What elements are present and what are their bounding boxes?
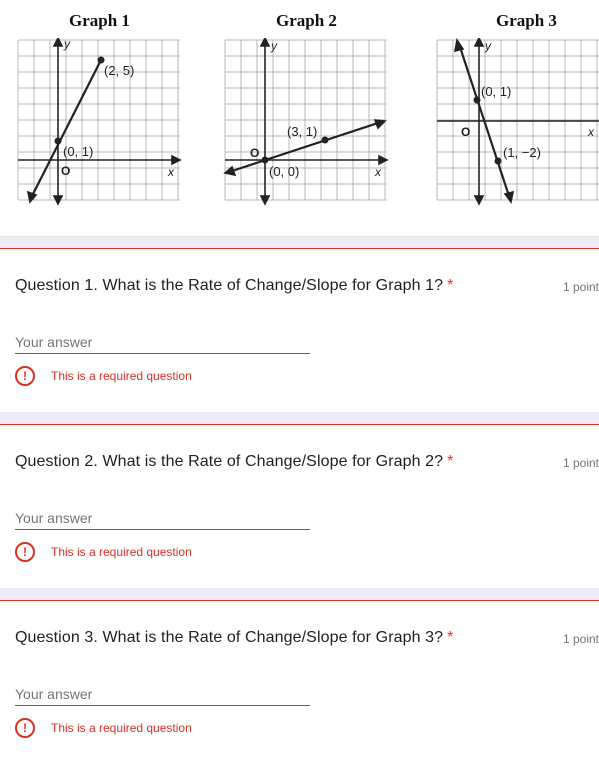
required-asterisk: * [447,629,454,646]
graph2-origin-label: O [250,146,260,160]
graph2-title: Graph 2 [276,11,337,30]
graph2-point-a-label: (3, 1) [287,124,318,139]
graph3-point-a-label: (0, 1) [481,84,512,99]
question-text: Question 2. What is the Rate of Change/Slope for Graph 2? [15,453,444,470]
graph3-origin-label: O [461,125,471,139]
required-asterisk: * [447,277,454,294]
graph3-title: Graph 3 [496,11,557,30]
section-gap [0,588,599,600]
graph2-x-label: x [375,165,381,179]
points-label: 1 point [562,280,599,294]
answer-input[interactable] [15,683,310,706]
graph1-y-label: y [64,38,70,51]
graph1-point-b-label: (0, 1) [63,144,94,159]
error-message [15,542,192,562]
error-icon: ! [15,366,35,386]
question-title [15,277,454,295]
error-text: This is a required question [51,545,192,559]
error-message [15,718,192,738]
graph1-plot [16,38,184,206]
question-text: Question 3. What is the Rate of Change/Slope for Graph 3? [15,629,444,646]
question-title [15,453,454,471]
answer-input[interactable] [15,331,310,354]
graph3-plot [435,38,599,206]
required-asterisk: * [447,453,454,470]
graph1-point-a-label: (2, 5) [104,63,135,78]
error-text: This is a required question [51,721,192,735]
answer-input[interactable] [15,507,310,530]
graph1-x-label: x [168,165,174,179]
graph2-plot [223,38,391,206]
section-gap [0,412,599,424]
question-card-3 [0,600,599,764]
question-text: Question 1. What is the Rate of Change/Slope for Graph 1? [15,277,444,294]
points-label: 1 point [562,632,599,646]
graph3-point-b-label: (1, −2) [503,145,541,160]
question-card-2 [0,424,599,589]
question-card-1 [0,248,599,413]
error-icon: ! [15,718,35,738]
graphs-image [0,0,599,235]
points-label: 1 point [562,456,599,470]
graph1-title: Graph 1 [69,11,130,30]
error-text: This is a required question [51,369,192,383]
graph3-x-label: x [588,125,594,139]
graph1-origin-label: O [61,164,71,178]
error-message [15,366,192,386]
graph2-point-b-label: (0, 0) [269,164,300,179]
graph2-y-label: y [271,39,277,53]
graph3-y-label: y [485,39,491,53]
question-title [15,629,454,647]
error-icon: ! [15,542,35,562]
